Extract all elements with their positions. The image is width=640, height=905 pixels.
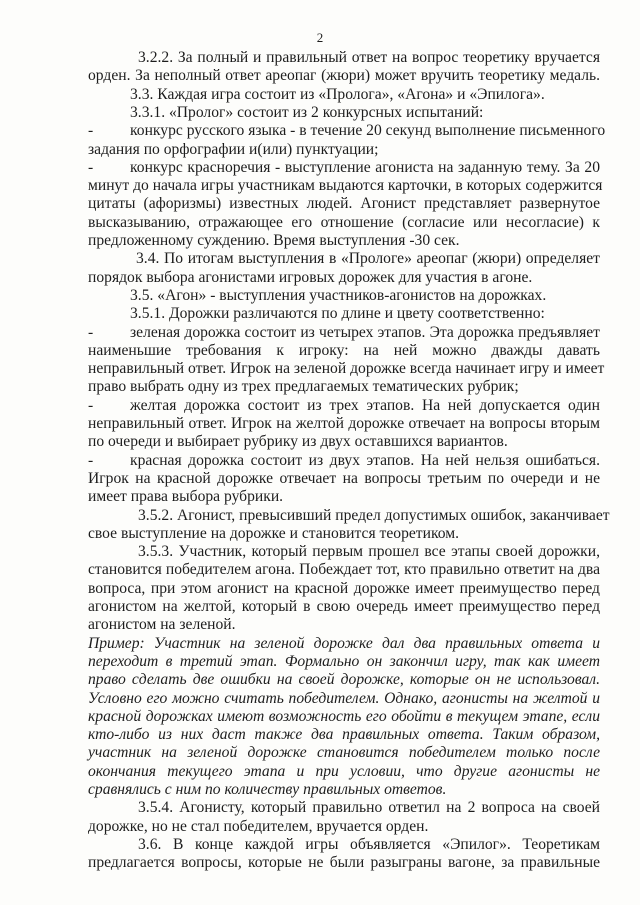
- text-line: [88, 378, 600, 396]
- line-text: предложенному суждению. Время выступления -30 сек.: [88, 232, 460, 249]
- line-text: Игрок на красной дорожке отвечает на вопросы третьим по очереди и не: [88, 469, 600, 487]
- text-line: [88, 470, 600, 488]
- text-line: [88, 781, 600, 799]
- text-line: [138, 543, 600, 561]
- line-text: красной дорожках имеют возможность его обойти в текущем этапе, если: [88, 707, 600, 725]
- line-text: кто-либо из них даст также два правильных ответа. Таким образом,: [88, 726, 600, 744]
- line-text: зеленая дорожка состоит из четырех этапов. Эта дорожка предъявляет: [130, 323, 600, 341]
- text-line: [88, 635, 600, 653]
- text-line: [88, 690, 600, 708]
- line-text: неправильный ответ. Игрок на зеленой дорожке всегда начинает игру и имеет: [88, 360, 605, 378]
- text-line: [88, 598, 600, 616]
- line-text: 3.6. В конце каждой игры объявляется «Эпилог». Теоретикам: [138, 835, 600, 853]
- line-text: желтая дорожка состоит из трех этапов. На ней допускается один: [130, 396, 600, 414]
- text-line: [138, 49, 600, 67]
- text-line: [130, 287, 600, 305]
- line-text: конкурс красноречия - выступление агониста на заданную тему. За 20: [130, 158, 600, 176]
- text-line: [88, 232, 600, 250]
- text-line: [88, 763, 600, 781]
- line-text: окончания текущего этапа и при условии, что другие агонисты не: [88, 762, 600, 780]
- line-text: предлагается вопросы, которые не были разыграны вагоне, за правильные: [88, 854, 600, 872]
- text-line: [130, 305, 600, 323]
- text-line: [88, 195, 600, 213]
- text-line: [88, 488, 600, 506]
- line-text: 3.4. По итогам выступления в «Прологе» ареопаг (жюри) определяет: [136, 250, 600, 268]
- line-text: 3.5.1. Дорожки различаются по длине и цвету соответственно:: [130, 305, 545, 323]
- line-text: 3.5.2. Агонист, превысивший предел допустимых ошибок, заканчивает: [138, 506, 610, 524]
- page-number: 2: [316, 30, 324, 45]
- list-dash: -: [88, 451, 94, 469]
- text-line: [136, 250, 600, 268]
- line-text: право выбрать одну из трех предлагаемых тематических рубрик;: [88, 378, 519, 396]
- line-text: дорожке, но не стал победителем, вручается орден.: [88, 817, 429, 835]
- line-text: вопроса, при этом агонист на красной дорожке имеет преимущество перед: [88, 579, 600, 597]
- text-line: [88, 451, 600, 470]
- text-line: [88, 653, 600, 671]
- text-line: [138, 799, 600, 817]
- line-text: участник на зеленой дорожке становится победителем только после: [88, 744, 600, 762]
- line-text: агонистом на желтой, который в свою очередь имеет преимущество перед: [88, 598, 600, 615]
- text-line: [88, 561, 600, 579]
- list-dash: -: [88, 396, 94, 414]
- text-line: [88, 214, 600, 232]
- text-line: [88, 122, 606, 140]
- text-line: [88, 671, 600, 689]
- text-line: [88, 708, 600, 726]
- text-line: [88, 323, 600, 342]
- text-line: [88, 433, 600, 451]
- text-line: [88, 269, 600, 287]
- line-text: минут до начала игры участникам выдаются карточки, в которых содержится: [88, 177, 603, 195]
- line-text: неправильный ответ. Игрок на желтой дорожке отвечает на вопросы вторым: [88, 415, 600, 432]
- list-dash: -: [88, 158, 94, 176]
- line-text: сравнялись с ним по количеству правильных ответов.: [88, 781, 447, 798]
- line-text: 3.3. Каждая игра состоит из «Пролога», «Агона» и «Эпилога».: [130, 85, 545, 103]
- text-line: [88, 726, 600, 744]
- line-text: 3.3.1. «Пролог» состоит из 2 конкурсных испытаний:: [130, 103, 484, 121]
- text-line: [130, 86, 600, 104]
- line-text: 3.2.2. За полный и правильный ответ на вопрос теоретику вручается: [138, 49, 600, 66]
- text-line: [88, 67, 600, 85]
- text-line: [88, 360, 605, 378]
- line-text: агонистом на зеленой.: [88, 616, 236, 634]
- text-line: [88, 415, 600, 433]
- text-line: [88, 580, 600, 598]
- text-line: [138, 836, 600, 854]
- line-text: становится победителем агона. Побеждает тот, кто правильно ответит на два: [88, 561, 600, 579]
- line-text: орден. За неполный ответ ареопаг (жюри) может вручить теоретику медаль.: [88, 67, 600, 85]
- text-line: [130, 104, 600, 122]
- line-text: Пример: Участник на зеленой дорожке дал два правильных ответа и: [88, 634, 600, 652]
- line-text: имеет права выбора рубрики.: [88, 488, 284, 506]
- text-line: [88, 177, 603, 195]
- text-line: [88, 818, 600, 836]
- text-line: [88, 616, 600, 634]
- line-text: 3.5.3. Участник, который первым прошел все этапы своей дорожки,: [138, 543, 600, 561]
- list-dash: -: [88, 323, 94, 341]
- line-text: цитаты (афоризмы) известных людей. Агонист представляет развернутое: [88, 195, 600, 213]
- line-text: наименьшие требования к игроку: на ней можно дважды давать: [88, 341, 600, 359]
- text-line: [138, 506, 610, 525]
- text-line: [88, 396, 600, 415]
- line-text: переходит в третий этап. Формально он закончил игру, так как имеет: [88, 652, 600, 670]
- line-text: по очереди и выбирает рубрику из двух оставшихся вариантов.: [88, 433, 508, 451]
- text-line: [88, 342, 600, 360]
- text-line: [88, 854, 600, 872]
- line-text: свое выступление на дорожке и становится теоретиком.: [88, 524, 459, 542]
- line-text: высказыванию, отражающее его отношение (согласие или несогласие) к: [88, 213, 600, 231]
- line-text: 3.5.4. Агонисту, который правильно ответил на 2 вопроса на своей: [138, 799, 600, 817]
- line-text: Условно его можно считать победителем. Однако, агонисты на желтой и: [88, 689, 600, 707]
- line-text: 3.5. «Агон» - выступления участников-агонистов на дорожках.: [130, 286, 547, 304]
- text-line: [88, 141, 600, 159]
- list-dash: -: [88, 122, 94, 140]
- line-text: задания по орфографии и(или) пунктуации;: [88, 140, 379, 158]
- text-line: [88, 525, 600, 543]
- line-text: конкурс русского языка - в течение 20 секунд выполнение письменного: [130, 122, 606, 140]
- line-text: порядок выбора агонистами игровых дорожек для участия в агоне.: [88, 268, 533, 286]
- line-text: красная дорожка состоит из двух этапов. На ней нельзя ошибаться.: [130, 451, 600, 469]
- line-text: право сделать две ошибки на своей дорожке, которые он не использовал.: [88, 671, 600, 689]
- text-line: [88, 158, 600, 177]
- text-line: [88, 744, 600, 762]
